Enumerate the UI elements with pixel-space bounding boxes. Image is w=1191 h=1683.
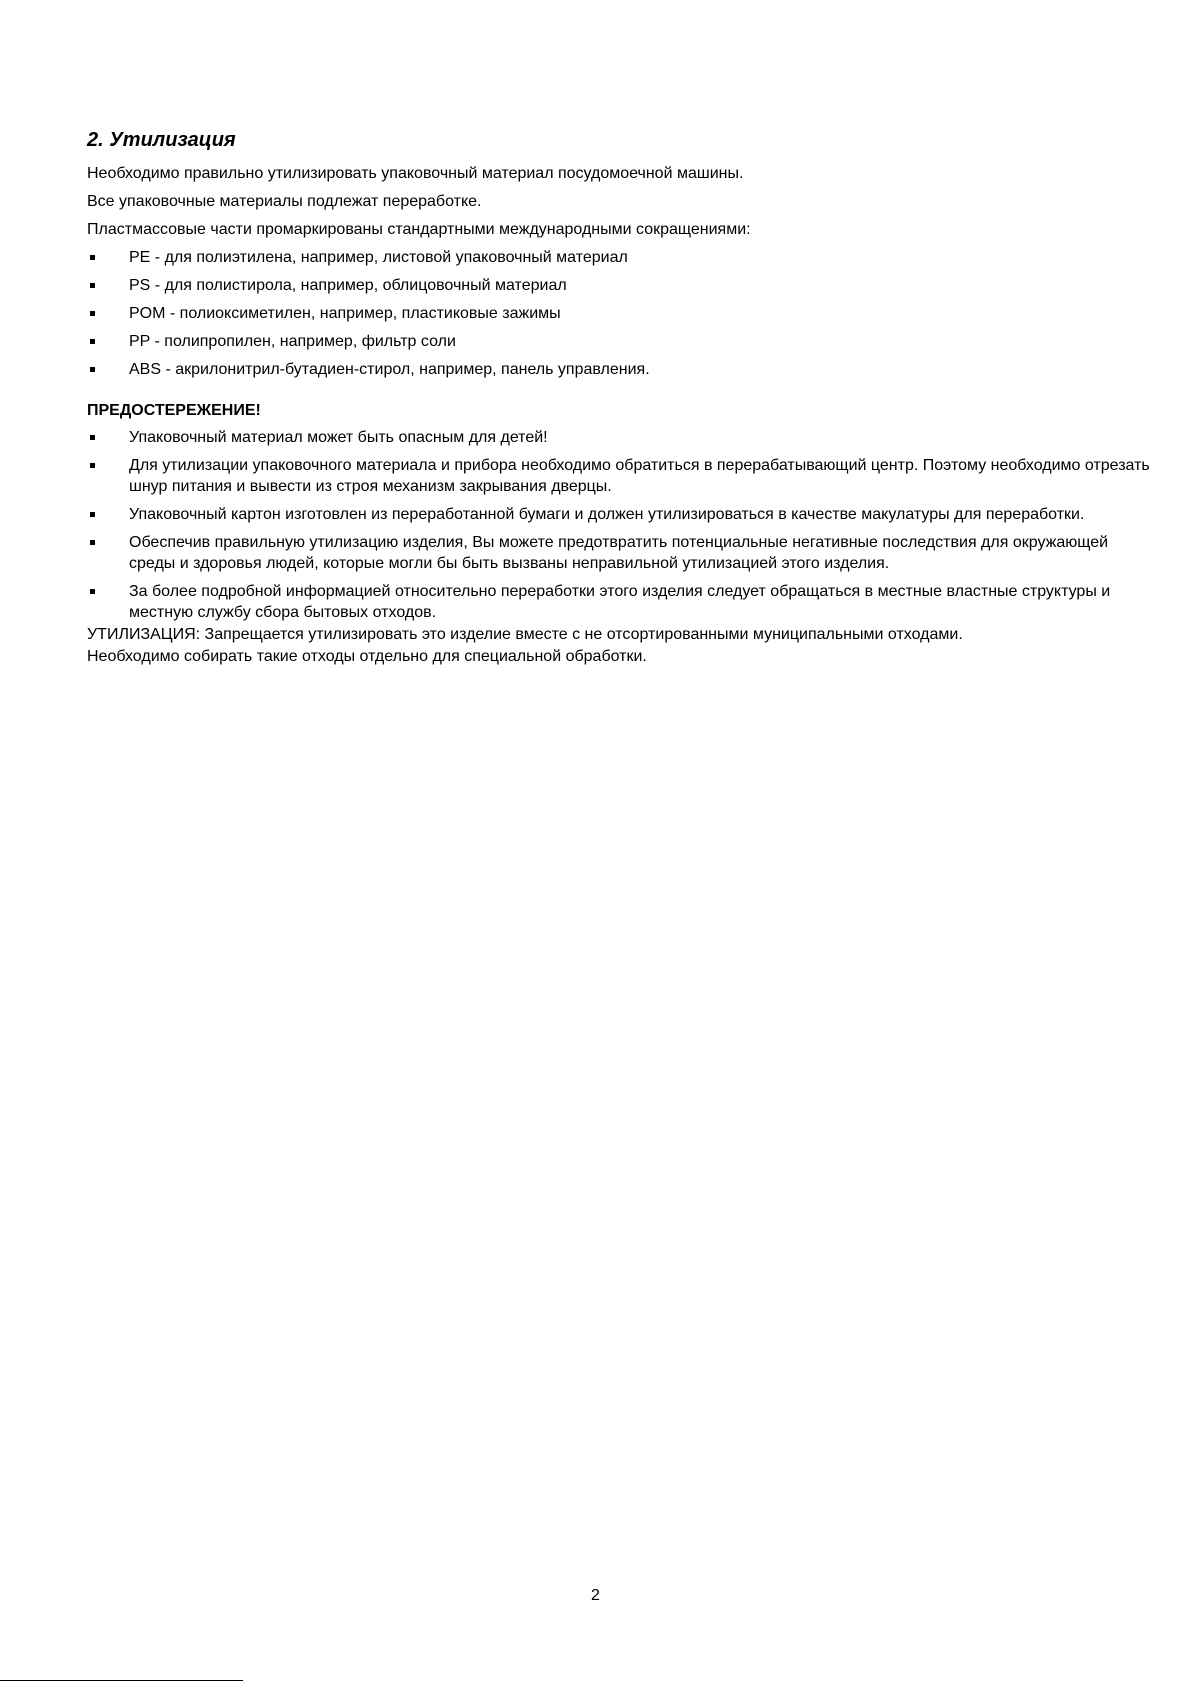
document-page: [87, 128, 1157, 668]
list-item: [87, 300, 1157, 328]
list-item-text: POM - полиоксиметилен, например, пластиковые зажимы: [129, 305, 561, 322]
bullet-icon: [90, 540, 95, 545]
warning-heading: ПРЕДОСТЕРЕЖЕНИЕ!: [87, 402, 261, 419]
list-item: [87, 504, 1157, 525]
list-item: [87, 581, 1157, 623]
list-item-text: Обеспечив правильную утилизацию изделия, Вы можете предотвратить потенциальные негативные последствия для окружающей среды и здоровья людей, которые могли бы быть вызваны неправильной утилизацией этого изделия.: [129, 534, 1109, 572]
list-item: [87, 356, 1157, 384]
section-title: 2. Утилизация: [87, 129, 236, 151]
intro-paragraph-3: Пластмассовые части промаркированы стандартными международными сокращениями:: [87, 221, 751, 238]
list-item-text: PE - для полиэтилена, например, листовой упаковочный материал: [129, 249, 628, 266]
footer-divider: [0, 1680, 243, 1681]
list-item-text: За более подробной информацией относительно переработки этого изделия следует обращаться в местные властные структуры и местную службу сбора бытовых отходов.: [129, 583, 1111, 621]
list-item-text: ABS - акрилонитрил-бутадиен-стирол, например, панель управления.: [129, 361, 650, 378]
bullet-icon: [90, 339, 95, 344]
bullet-icon: [90, 311, 95, 316]
disposal-instruction: Необходимо собирать такие отходы отдельно для специальной обработки.: [87, 648, 647, 665]
intro-paragraph-2: Все упаковочные материалы подлежат переработке.: [87, 193, 482, 210]
list-item: [87, 455, 1157, 497]
list-item: [87, 272, 1157, 300]
bullet-icon: [90, 463, 95, 468]
bullet-icon: [90, 512, 95, 517]
bullet-icon: [90, 435, 95, 440]
list-item-text: PS - для полистирола, например, облицовочный материал: [129, 277, 567, 294]
list-item-text: PP - полипропилен, например, фильтр соли: [129, 333, 456, 350]
bullet-icon: [90, 283, 95, 288]
list-item: [87, 328, 1157, 356]
page-number: 2: [591, 1587, 600, 1604]
bullet-icon: [90, 589, 95, 594]
list-item-text: Упаковочный материал может быть опасным для детей!: [129, 429, 548, 446]
bullet-icon: [90, 367, 95, 372]
list-item-text: Упаковочный картон изготовлен из переработанной бумаги и должен утилизироваться в качестве макулатуры для переработки.: [129, 506, 1085, 523]
bullet-icon: [90, 255, 95, 260]
list-item: [87, 244, 1157, 272]
list-item: [87, 532, 1157, 574]
plastics-list: [87, 244, 1157, 384]
disposal-notice: УТИЛИЗАЦИЯ: Запрещается утилизировать это изделие вместе с не отсортированными муниципальными отходами.: [87, 626, 963, 643]
list-item: [87, 427, 1157, 448]
warning-list: [87, 427, 1157, 623]
intro-paragraph-1: Необходимо правильно утилизировать упаковочный материал посудомоечной машины.: [87, 165, 744, 182]
list-item-text: Для утилизации упаковочного материала и прибора необходимо обратиться в перерабатывающий центр. Поэтому необходимо отрезать шнур питания и вывести из строя механизм закрывания дверцы.: [129, 457, 1150, 495]
